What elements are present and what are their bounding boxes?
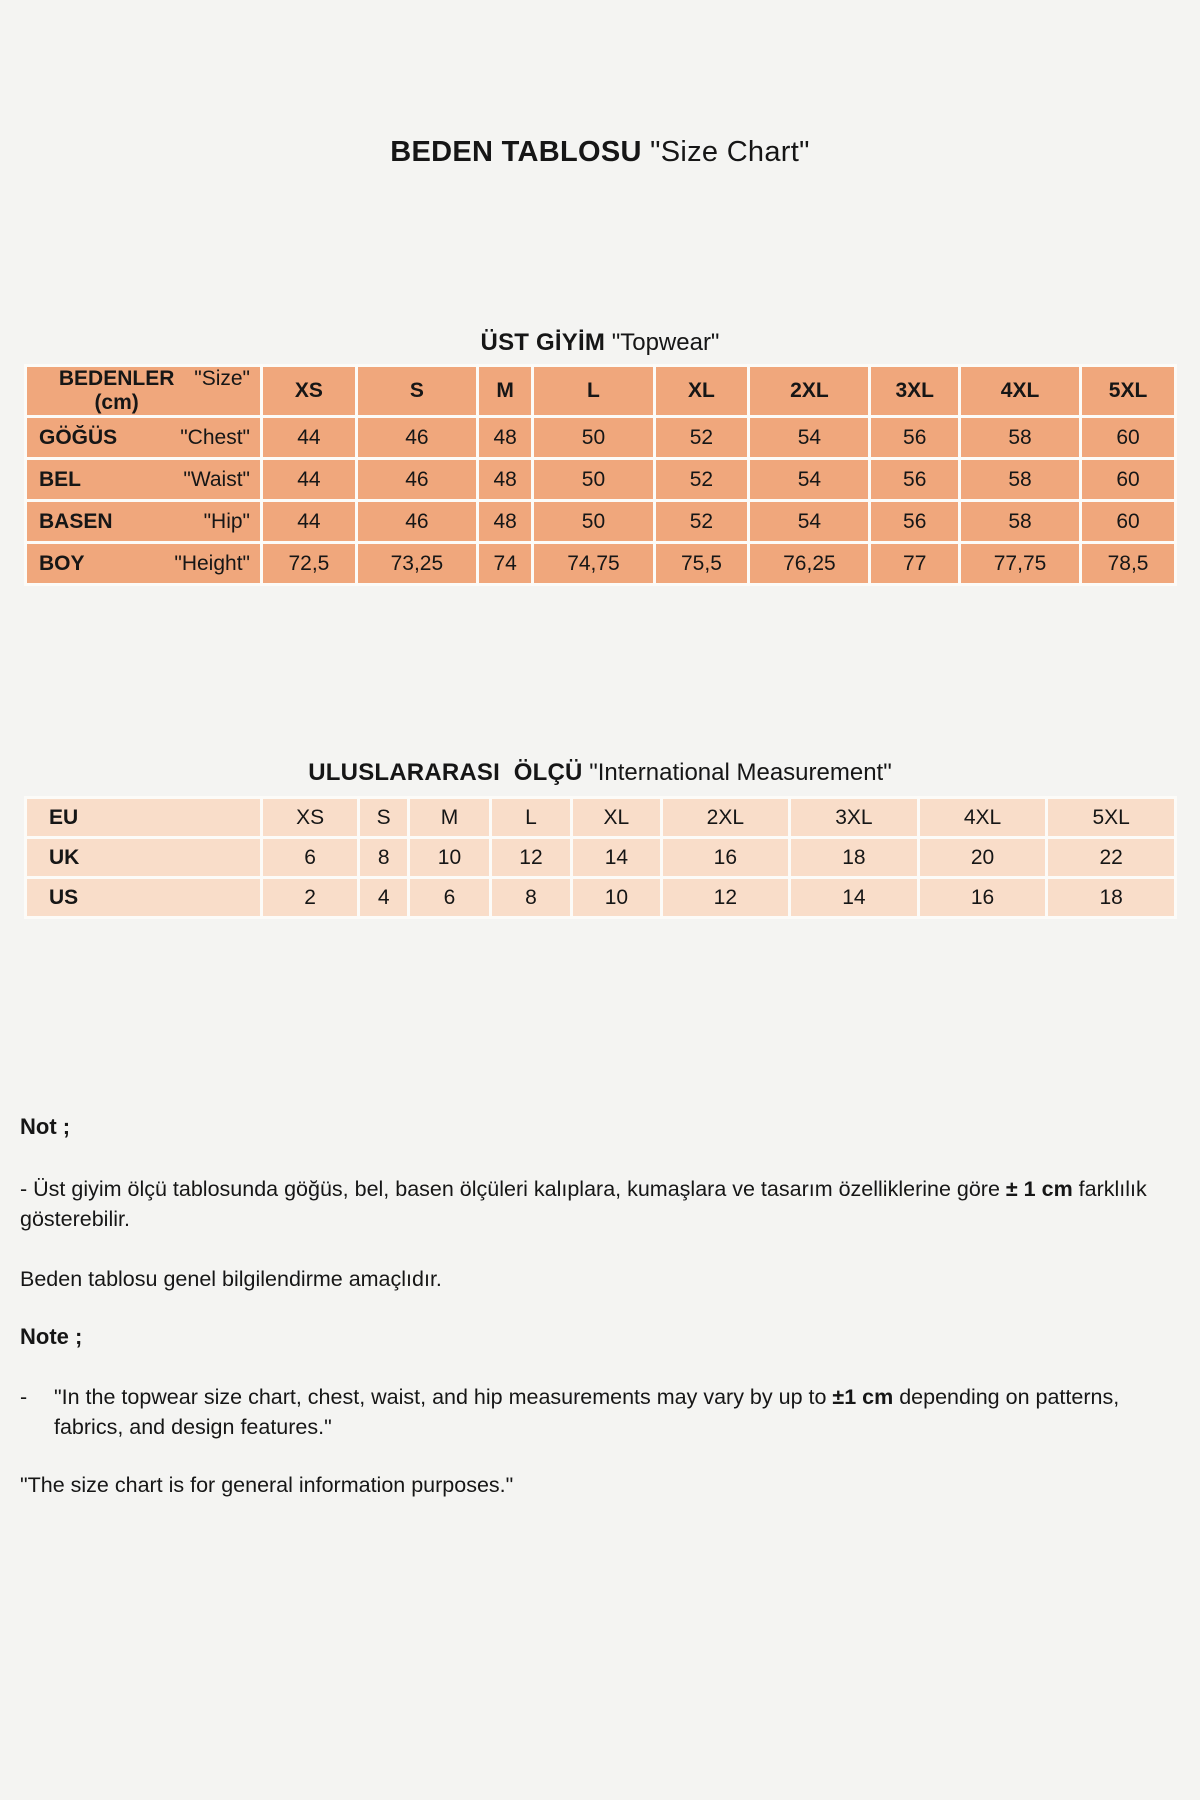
value-cell: 46: [358, 502, 476, 541]
value-cell: 4: [360, 879, 407, 916]
value-cell: 18: [791, 839, 917, 876]
value-cell: M: [410, 799, 489, 836]
value-cell: 58: [961, 418, 1079, 457]
value-cell: 46: [358, 418, 476, 457]
value-cell: 4XL: [920, 799, 1046, 836]
size-header-cell: XL: [656, 367, 748, 415]
row-label-translation: "Chest": [180, 425, 250, 449]
row-label-cell: [27, 879, 260, 916]
value-cell: 6: [410, 879, 489, 916]
value-cell: 56: [871, 460, 958, 499]
value-cell: 54: [750, 502, 868, 541]
topwear-heading-english: "Topwear": [605, 329, 720, 356]
row-label-cell: [27, 544, 260, 583]
value-cell: 76,25: [750, 544, 868, 583]
value-cell: 10: [410, 839, 489, 876]
turkish-note-tolerance: ± 1 cm: [1005, 1177, 1073, 1201]
value-cell: 22: [1048, 839, 1174, 876]
value-cell: 56: [871, 502, 958, 541]
row-label-cell: [27, 799, 260, 836]
english-note-text: "In the topwear size chart, chest, waist, and hip measurements may vary by up to: [54, 1385, 833, 1409]
value-cell: 16: [663, 839, 789, 876]
value-cell: 58: [961, 502, 1079, 541]
topwear-heading-turkish: ÜST GİYİM: [480, 329, 606, 356]
topwear-section-heading: [0, 329, 1200, 357]
value-cell: 52: [656, 502, 748, 541]
data-table: [24, 364, 1177, 586]
value-cell: 77,75: [961, 544, 1079, 583]
value-cell: 14: [573, 839, 659, 876]
data-table: [24, 796, 1177, 919]
row-label-cell: [27, 460, 260, 499]
value-cell: 46: [358, 460, 476, 499]
turkish-note-item: [20, 1174, 1184, 1234]
row-label-cell: [27, 839, 260, 876]
value-cell: 14: [791, 879, 917, 916]
table-row: [27, 544, 1174, 583]
value-cell: 54: [750, 460, 868, 499]
row-label-translation: "Hip": [203, 509, 250, 533]
topwear-size-table: [24, 364, 1177, 586]
value-cell: 52: [656, 418, 748, 457]
table-header-row: [27, 367, 1174, 415]
table-row: [27, 502, 1174, 541]
value-cell: 54: [750, 418, 868, 457]
value-cell: XS: [263, 799, 357, 836]
english-note-heading: Note ;: [20, 1324, 83, 1349]
value-cell: 56: [871, 418, 958, 457]
value-cell: 60: [1082, 502, 1174, 541]
size-header-cell: 3XL: [871, 367, 958, 415]
value-cell: 58: [961, 460, 1079, 499]
turkish-note-text: - Üst giyim ölçü tablosunda göğüs, bel, basen ölçüleri kalıplara, kumaşlara ve tasarım özelliklerine göre: [20, 1177, 1006, 1201]
value-cell: 12: [492, 839, 571, 876]
value-cell: 44: [263, 460, 355, 499]
size-header-cell: L: [534, 367, 652, 415]
size-header-cell: 5XL: [1082, 367, 1174, 415]
international-size-table: [24, 796, 1177, 919]
value-cell: 3XL: [791, 799, 917, 836]
row-label-translation: "Size": [194, 367, 250, 390]
size-header-cell: XS: [263, 367, 355, 415]
value-cell: 12: [663, 879, 789, 916]
value-cell: 48: [479, 502, 531, 541]
english-note-item: [20, 1382, 1184, 1442]
value-cell: 10: [573, 879, 659, 916]
value-cell: 44: [263, 418, 355, 457]
row-label: UK: [49, 845, 80, 869]
row-label-cell: [27, 367, 260, 415]
row-label: US: [49, 885, 79, 909]
row-label: BEDENLER (cm): [58, 367, 175, 414]
value-cell: 2XL: [663, 799, 789, 836]
table-row: [27, 839, 1174, 876]
value-cell: 50: [534, 418, 652, 457]
english-note-tolerance: ±1 cm: [832, 1385, 894, 1409]
value-cell: 74: [479, 544, 531, 583]
turkish-general-note: Beden tablosu genel bilgilendirme amaçlıdır.: [20, 1267, 442, 1291]
table-row: [27, 799, 1174, 836]
table-row: [27, 879, 1174, 916]
value-cell: 5XL: [1048, 799, 1174, 836]
page-title-sub: "Size Chart": [641, 136, 810, 168]
size-header-cell: 2XL: [750, 367, 868, 415]
value-cell: 8: [360, 839, 407, 876]
international-heading-english: "International Measurement": [582, 759, 892, 786]
size-header-cell: 4XL: [961, 367, 1079, 415]
size-header-cell: M: [479, 367, 531, 415]
value-cell: 18: [1048, 879, 1174, 916]
notes-section: [20, 1112, 1184, 1500]
value-cell: XL: [573, 799, 659, 836]
page-title-main: BEDEN TABLOSU: [390, 136, 642, 168]
value-cell: 72,5: [263, 544, 355, 583]
page-title: [0, 136, 1200, 169]
value-cell: 60: [1082, 418, 1174, 457]
value-cell: S: [360, 799, 407, 836]
value-cell: 73,25: [358, 544, 476, 583]
value-cell: L: [492, 799, 571, 836]
row-label-cell: [27, 502, 260, 541]
value-cell: 75,5: [656, 544, 748, 583]
row-label: EU: [49, 805, 79, 829]
row-label: GÖĞÜS: [39, 425, 118, 449]
value-cell: 44: [263, 502, 355, 541]
value-cell: 50: [534, 460, 652, 499]
value-cell: 2: [263, 879, 357, 916]
value-cell: 74,75: [534, 544, 652, 583]
row-label-cell: [27, 418, 260, 457]
english-general-note: "The size chart is for general information purposes.": [20, 1473, 514, 1497]
size-header-cell: S: [358, 367, 476, 415]
turkish-note-heading: Not ;: [20, 1114, 71, 1139]
row-label: BOY: [39, 551, 85, 575]
row-label: BEL: [39, 467, 81, 491]
row-label-translation: "Waist": [183, 467, 250, 491]
value-cell: 50: [534, 502, 652, 541]
list-dash: -: [20, 1385, 28, 1409]
value-cell: 20: [920, 839, 1046, 876]
turkish-note-text-end: farklılık gösterebilir.: [20, 1177, 1147, 1231]
international-section-heading: [0, 759, 1200, 787]
value-cell: 8: [492, 879, 571, 916]
value-cell: 48: [479, 418, 531, 457]
english-note-text-wrap: [54, 1382, 1184, 1442]
value-cell: 6: [263, 839, 357, 876]
value-cell: 77: [871, 544, 958, 583]
international-heading-turkish: ULUSLARARASI ÖLÇÜ: [308, 759, 583, 786]
row-label-translation: "Height": [174, 551, 250, 575]
table-row: [27, 418, 1174, 457]
value-cell: 60: [1082, 460, 1174, 499]
value-cell: 52: [656, 460, 748, 499]
table-row: [27, 460, 1174, 499]
english-note-text-end: depending on patterns, fabrics, and design features.": [54, 1385, 1120, 1439]
value-cell: 48: [479, 460, 531, 499]
value-cell: 16: [920, 879, 1046, 916]
row-label: BASEN: [39, 509, 113, 533]
value-cell: 78,5: [1082, 544, 1174, 583]
